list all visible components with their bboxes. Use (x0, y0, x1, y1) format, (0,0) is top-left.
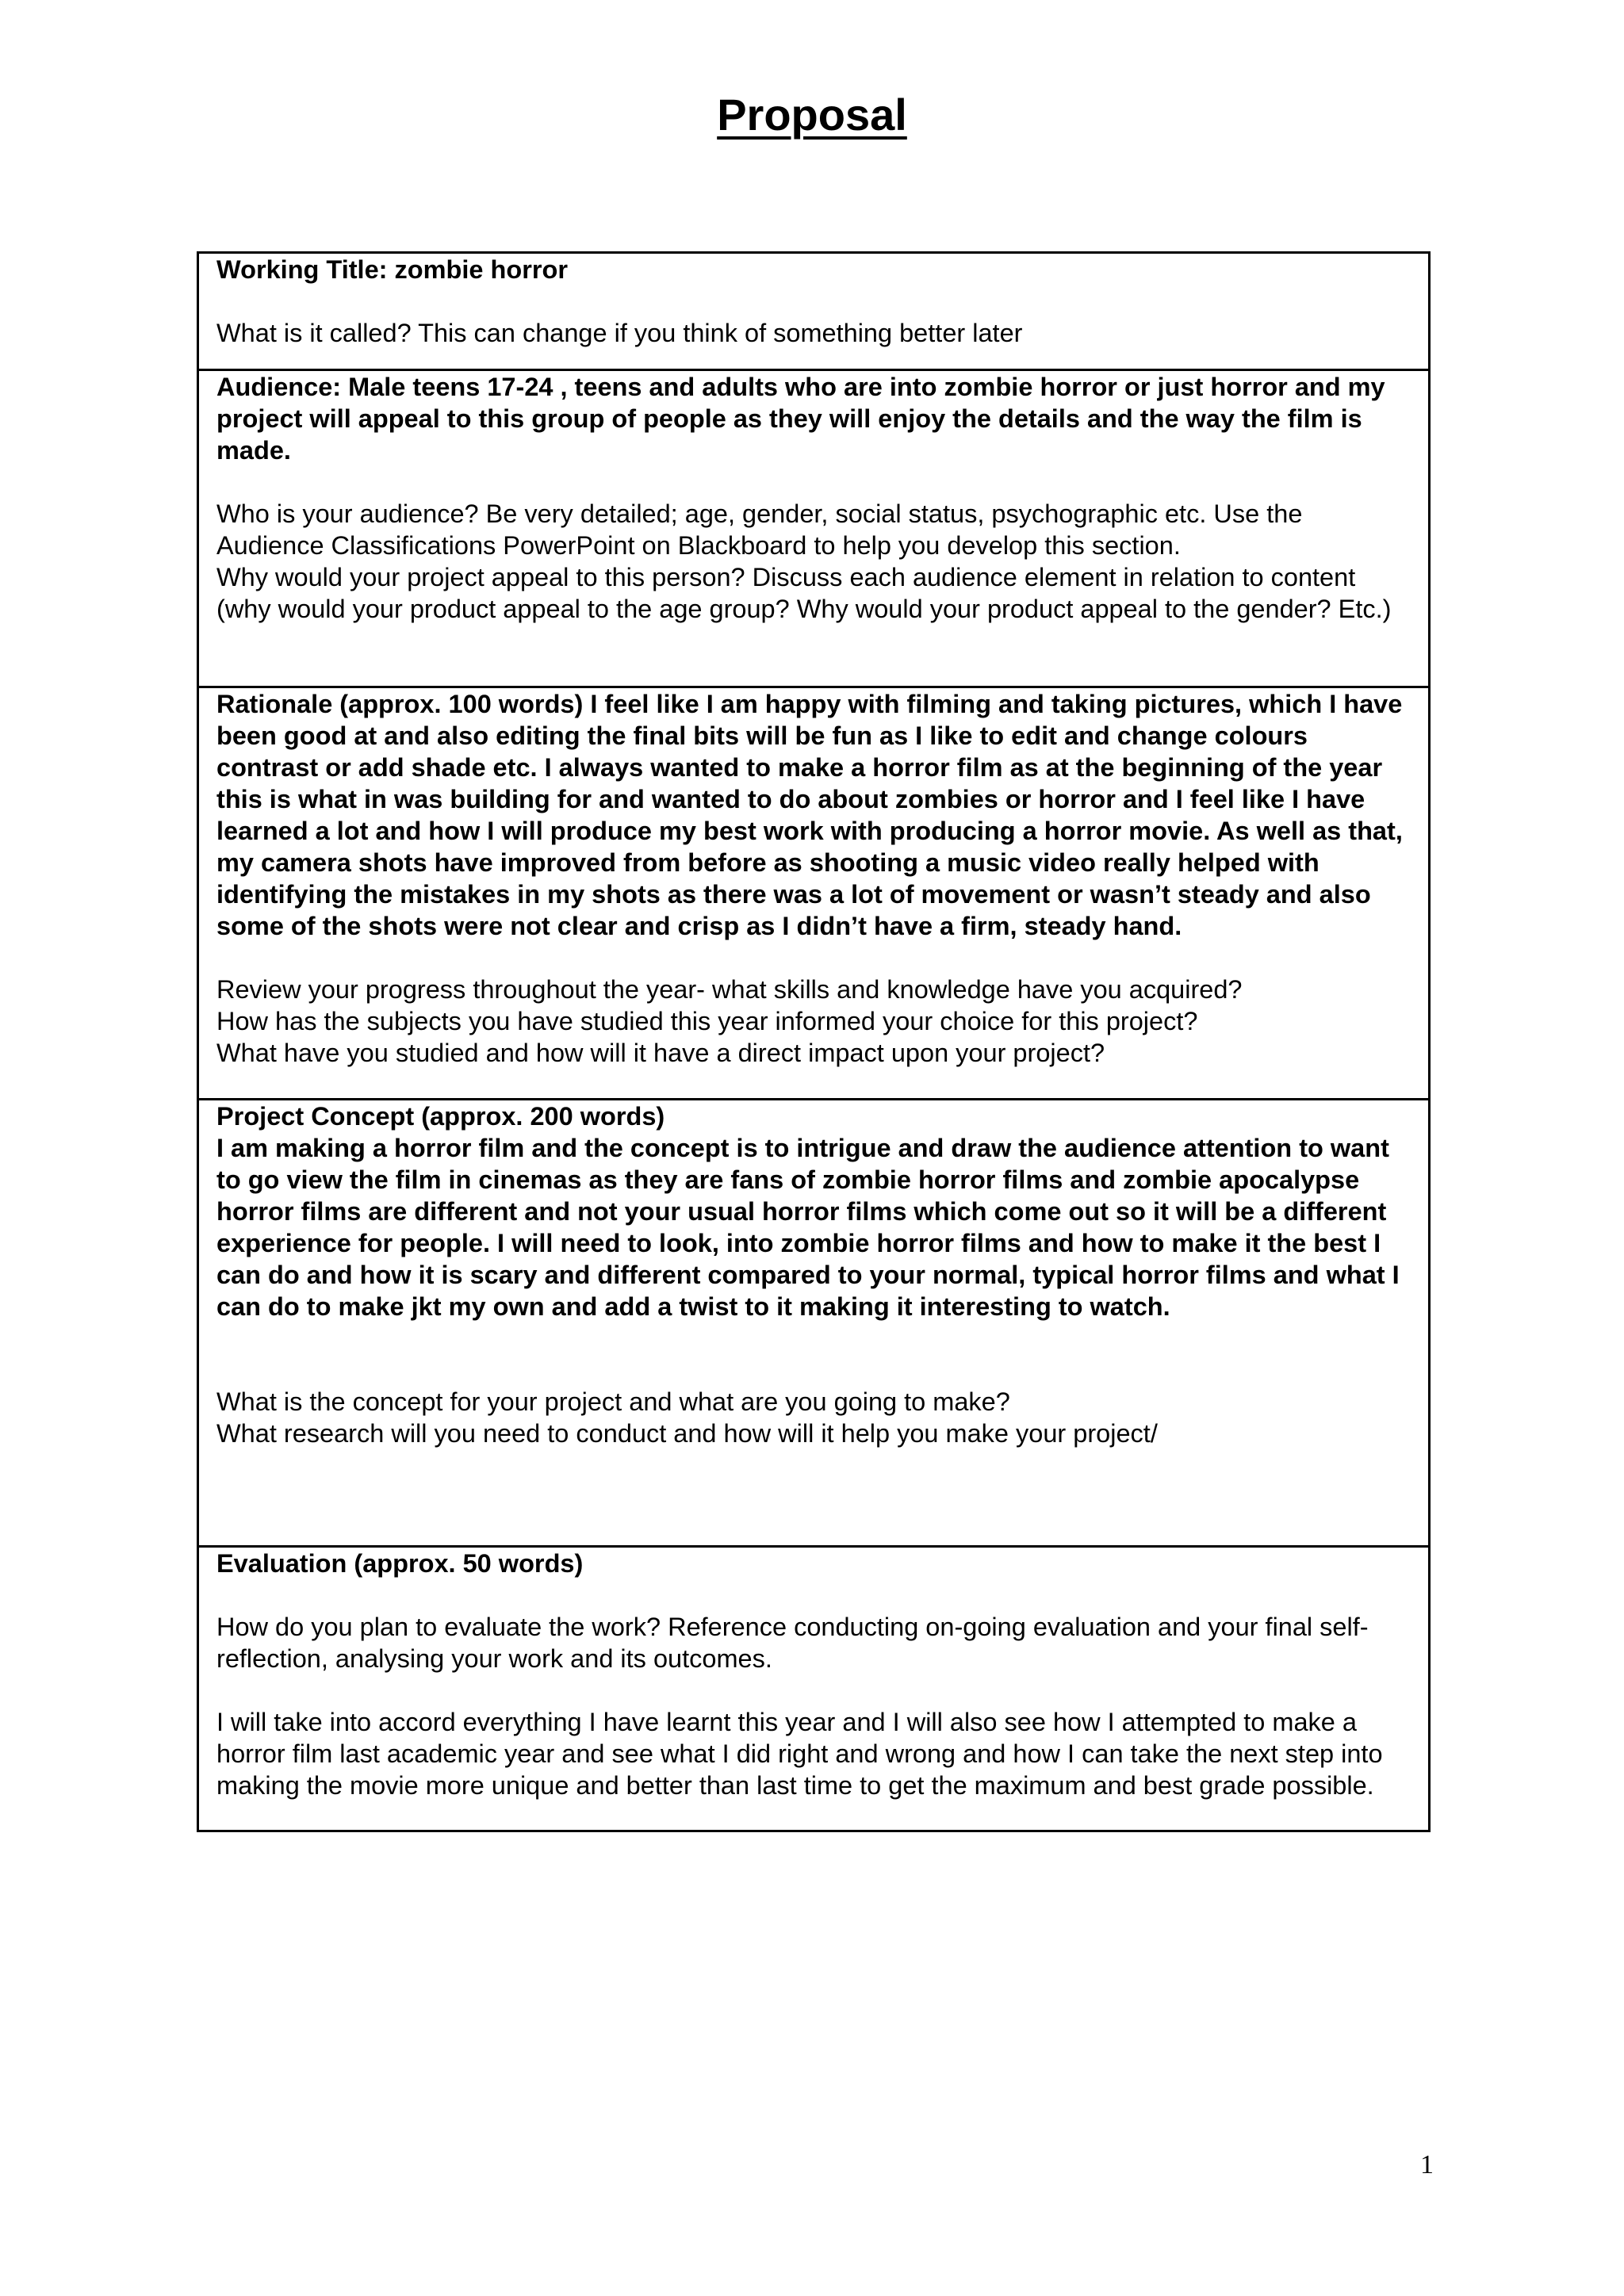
project-concept-heading: Project Concept (approx. 200 words) (216, 1102, 665, 1131)
page-number: 1 (1420, 2150, 1434, 2179)
rationale-section (199, 688, 1428, 1100)
rationale-prompt-subjects: How has the subjects you have studied this year informed your choice for this project? (216, 1007, 1198, 1035)
evaluation-section (199, 1548, 1428, 1830)
project-concept-prompt-research: What research will you need to conduct and how will it help you make your project/ (216, 1419, 1158, 1448)
evaluation-heading: Evaluation (approx. 50 words) (216, 1549, 584, 1578)
rationale-answer: Rationale (approx. 100 words) I feel like I am happy with filming and taking pictures, which I have been good at and also editing the final bits will be fun as I like to edit and change colours contrast or add shade etc. I always wanted to make a horror film as at the beginning of the year this is what in was building for and wanted to do about zombies or horror and I feel like I have learned a lot and how I will produce my best work with producing a horror movie. As well as that, my camera shots have improved from before as shooting a music video really helped with identifying the mistakes in my shots as there was a lot of movement or wasn’t steady and also some of the shots were not clear and crisp as I didn’t have a firm, steady hand. (216, 690, 1403, 940)
rationale-prompt-progress: Review your progress throughout the year- what skills and knowledge have you acquired? (216, 975, 1243, 1004)
page-title: Proposal (717, 90, 907, 140)
working-title-prompt: What is it called? This can change if you think of something better later (216, 319, 1023, 347)
audience-prompt-why: Why would your project appeal to this person? Discuss each audience element in relation to content (why would your product appeal to the age group? Why would your product appeal to the gender? Etc.) (216, 563, 1392, 623)
proposal-table (197, 251, 1431, 1832)
audience-prompt-who: Who is your audience? Be very detailed; age, gender, social status, psychographic etc. Use the Audience Classifications PowerPoint on Blackboard to help you develop this section. (216, 499, 1303, 560)
evaluation-answer: I will take into accord everything I have learnt this year and I will also see how I attempted to make a horror film last academic year and see what I did right and wrong and how I can take the next step into making the movie more unique and better than last time to get the maximum and best grade possible. (216, 1708, 1383, 1800)
working-title-heading: Working Title: zombie horror (216, 255, 568, 284)
rationale-prompt-impact: What have you studied and how will it have a direct impact upon your project? (216, 1039, 1105, 1067)
working-title-section (199, 254, 1428, 371)
project-concept-prompt-concept: What is the concept for your project and what are you going to make? (216, 1387, 1010, 1416)
audience-section (199, 371, 1428, 688)
project-concept-answer: I am making a horror film and the concept is to intrigue and draw the audience attention to want to go view the film in cinemas as they are fans of zombie horror films and zombie apocalypse horror films are different and not your usual horror films which come out so it will be a different experience for people. I will need to look, into zombie horror films and how to make it the best I can do and how it is scary and different compared to your normal, typical horror films and what I can do to make jkt my own and add a twist to it making it interesting to watch. (216, 1134, 1400, 1321)
evaluation-prompt: How do you plan to evaluate the work? Reference conducting on-going evaluation and your final self-reflection, analysing your work and its outcomes. (216, 1613, 1369, 1673)
audience-answer: Audience: Male teens 17-24 , teens and adults who are into zombie horror or just horror and my project will appeal to this group of people as they will enjoy the details and the way the film is made. (216, 373, 1385, 465)
project-concept-section (199, 1100, 1428, 1548)
